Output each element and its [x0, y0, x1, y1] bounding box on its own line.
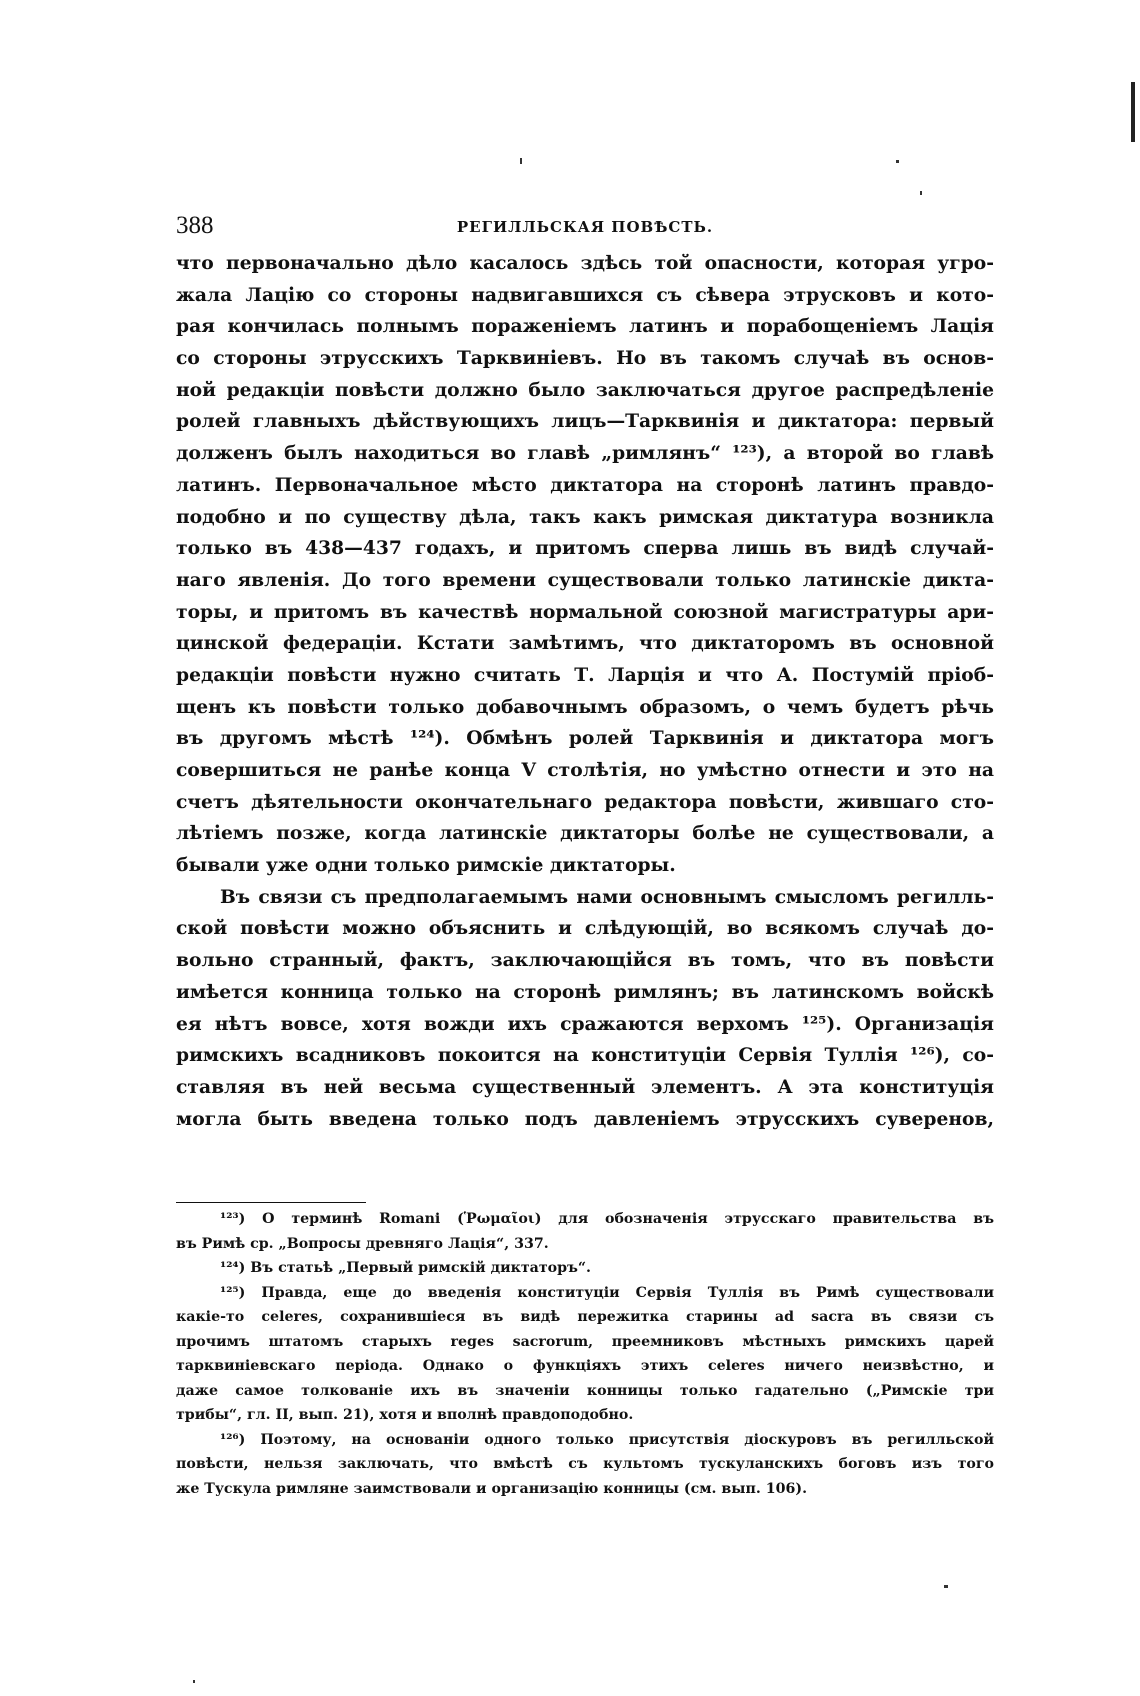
page-header	[176, 212, 994, 246]
text-line: совершиться не ранѣе конца V столѣтія, но умѣстно отнести и это на	[176, 759, 994, 781]
text-line: редакціи повѣсти нужно считать Т. Ларція и что А. Постумій пріоб-	[176, 663, 994, 686]
text-line: ея нѣтъ вовсе, хотя вожди ихъ сражаются верхомъ ¹²⁵). Организація	[176, 1012, 994, 1035]
text-line: въ другомъ мѣстѣ ¹²⁴). Обмѣнъ ролей Тарквинія и диктатора могъ	[176, 727, 994, 750]
text-line: что первоначально дѣло касалось здѣсь той опасности, которая угро-	[176, 252, 994, 274]
page-number: 388	[176, 212, 214, 239]
text-line: со стороны этрусскихъ Тарквиніевъ. Но въ такомъ случаѣ въ основ-	[176, 347, 994, 370]
footnote-line: въ Римѣ ср. „Вопросы древняго Лацiя“, 337.	[176, 1235, 549, 1252]
scan-speck	[520, 158, 522, 164]
text-line: наго явленія. До того времени существовали только латинскіе дикта-	[176, 568, 994, 591]
footnote-line: прочимъ штатомъ старыхъ reges sacrorum, преемниковъ мѣстныхъ римскихъ царей	[176, 1333, 994, 1350]
text-line: латинъ. Первоначальное мѣсто диктатора на сторонѣ латинъ правдо-	[176, 473, 994, 496]
text-line: римскихъ всадниковъ покоится на конституціи Сервія Туллія ¹²⁶), со-	[176, 1044, 994, 1067]
footnote-line: повѣсти, нельзя заключать, что вмѣстѣ съ культомъ тускуланскихъ боговъ изъ того	[176, 1456, 994, 1472]
text-line: лѣтіемъ позже, когда латинскіе диктаторы болѣе не существовали, а	[176, 822, 994, 845]
text-line: торы, и притомъ въ качествѣ нормальной союзной магистратуры ари-	[176, 600, 994, 623]
footnote-line: тарквиніевскаго періода. Однако о функціяхъ этихъ celeres ничего неизвѣстно, и	[176, 1358, 994, 1374]
footnote-rule	[176, 1202, 366, 1203]
text-line: подобно и по существу дѣла, такъ какъ римская диктатура возникла	[176, 505, 994, 528]
text-line: цинской федераціи. Кстати замѣтимъ, что диктаторомъ въ основной	[176, 632, 994, 655]
footnote-line: же Тускула римляне заимствовали и организацію конницы (см. вып. 106).	[176, 1480, 808, 1497]
text-line: жала Лацію со стороны надвигавшихся съ сѣвера этрусковъ и кото-	[176, 283, 994, 306]
footnote-line: даже самое толкованіе ихъ въ значеніи конницы только гадательно („Римскіе три	[176, 1382, 994, 1399]
text-line: ставляя въ ней весьма существенный элементъ. А эта конституція	[176, 1075, 994, 1098]
body-text	[176, 248, 994, 1135]
scan-speck	[193, 1680, 195, 1683]
footnotes	[176, 1207, 994, 1501]
text-line: могла быть введена только подъ давленіемъ этрусскихъ суверенов,	[176, 1107, 994, 1130]
footnote-line: какіе-то celeres, сохранившіеся въ видѣ пережитка старины ad sacra въ связи съ	[176, 1309, 994, 1325]
text-line: рая кончилась полнымъ пораженіемъ латинъ и порабощеніемъ Лацiя	[176, 315, 994, 338]
paragraph-start-line: Въ связи съ предполагаемымъ нами основнымъ смысломъ регилль-	[220, 885, 994, 908]
scan-speck	[920, 191, 922, 195]
text-line: ролей главныхъ дѣйствующихъ лицъ—Тарквинія и диктатора: первый	[176, 410, 994, 433]
footnote-line: трибы“, гл. II, вып. 21), хотя и вполнѣ правдоподобно.	[176, 1407, 634, 1423]
text-line: только въ 438—437 годахъ, и притомъ сперва лишь въ видѣ случай-	[176, 537, 994, 560]
text-line: долженъ былъ находиться во главѣ „римлянъ“ ¹²³), а второй во главѣ	[176, 442, 994, 465]
text-line: ской повѣсти можно объяснить и слѣдующій, во всякомъ случаѣ до-	[176, 917, 994, 940]
text-line: имѣется конница только на сторонѣ римлянъ; въ латинскомъ войскѣ	[176, 980, 994, 1003]
text-line: счетъ дѣятельности окончательнаго редактора повѣсти, жившаго сто-	[176, 790, 994, 813]
paragraph-end-line: бывали уже одни только римскіе диктаторы.	[176, 854, 676, 877]
text-line: ной редакціи повѣсти должно было заключаться другое распредѣленіе	[176, 378, 994, 401]
footnote-123: ¹²³) О терминѣ Romani (Ῥωμαῖοι) для обозначенія этрусскаго правительства въ	[220, 1211, 994, 1227]
running-title: РЕГИЛЛЬСКАЯ ПОВѢСТЬ.	[456, 218, 714, 236]
text-line: щенъ къ повѣсти только добавочнымъ образомъ, о чемъ будетъ рѣчь	[176, 695, 994, 718]
footnote-125: ¹²⁵) Правда, еще до введенія конституціи Сервія Туллія въ Римѣ существовали	[220, 1284, 994, 1301]
text-line: вольно странный, фактъ, заключающійся въ томъ, что въ повѣсти	[176, 949, 994, 972]
scan-speck	[944, 1585, 948, 1588]
scan-speck	[896, 160, 899, 163]
scan-edge-mark	[1131, 82, 1135, 142]
footnote-126: ¹²⁶) Поэтому, на основаніи одного только присутствія діоскуровъ въ регилльской	[220, 1431, 994, 1448]
footnote-124: ¹²⁴) Въ статьѣ „Первый римскій диктаторъ“.	[220, 1260, 591, 1276]
